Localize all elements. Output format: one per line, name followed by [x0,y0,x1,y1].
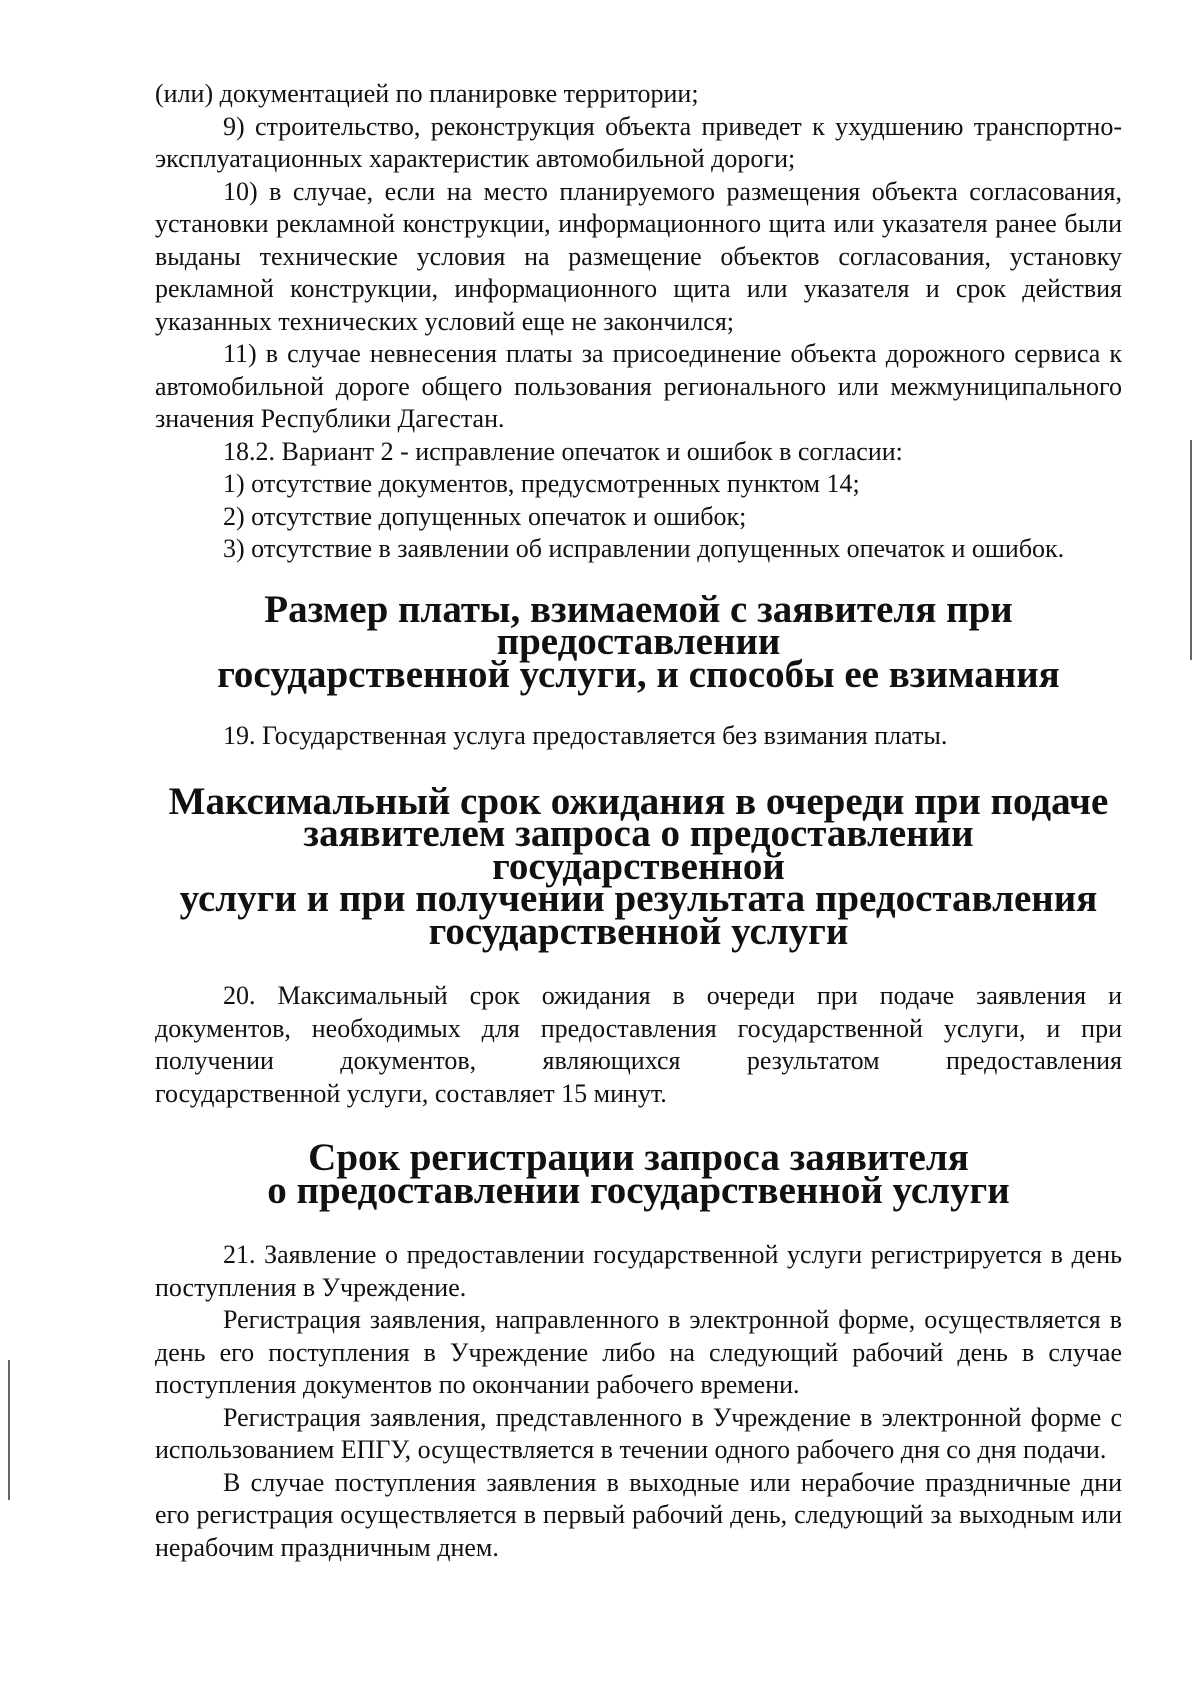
heading-line: Размер платы, взимаемой с заявителя при предоставлении [264,587,1013,663]
list-item-2: 2) отсутствие допущенных опечаток и ошибок; [223,501,747,531]
paragraph-21-electronic: Регистрация заявления, направленного в электронной форме, осуществляется в день его поступления в Учреждение либо на следующий рабочий день в случае поступления документов по окончании рабочего времени. [155,1305,1122,1399]
paragraph-21-holidays: В случае поступления заявления в выходные или нерабочие праздничные дни его регистрация осуществляется в первый рабочий день, следующий за выходным или нерабочим праздничным днем. [155,1467,1122,1562]
paragraph-line: получении документов, являющихся результатом предоставления [155,1046,1122,1075]
section-heading-waiting-time [155,779,1122,953]
scan-edge-mark [8,1360,10,1500]
heading-line: Срок регистрации запроса заявителя [308,1136,969,1179]
heading-line: заявителем запроса о предоставлении государственной [303,812,974,888]
paragraph-item-10: 10) в случае, если на место планируемого размещения объекта согласования, установки рекламной конструкции, информационного щита или указателя ранее были выданы технические условия на размещение объектов согласования, установку рекламной конструкции, информационного щита или указателя и срок действия указанных технических условий еще не закончился; [155,176,1122,336]
paragraph-21-epgu: Регистрация заявления, представленного в Учреждение в электронной форме с использованием ЕПГУ, осуществляется в течении одного рабочего дня со дня подачи. [155,1402,1122,1464]
section-heading-fee [155,587,1122,696]
heading-line: о предоставлении государственной услуги [267,1168,1010,1212]
scan-edge-mark [1190,440,1192,660]
heading-line: государственной услуги, и способы ее взимания [217,652,1060,696]
heading-line: услуги и при получении результата предоставления [179,877,1098,920]
paragraph-continuation: (или) документацией по планировке территории; [155,79,699,108]
paragraph-line: государственной услуги, составляет 15 минут. [155,1078,667,1108]
paragraph-item-11: 11) в случае невнесения платы за присоединение объекта дорожного сервиса к автомобильной дороге общего пользования регионального или межмуниципального значения Республики Дагестан. [155,339,1122,433]
paragraph-20 [155,980,1122,1110]
paragraph-line: 20. Максимальный срок ожидания в очереди при подаче заявления и [223,981,1122,1010]
heading-line: Максимальный срок ожидания в очереди при подаче [168,779,1109,823]
heading-line: государственной услуги [428,909,849,953]
section-heading-registration [155,1136,1122,1212]
paragraph-item-9: 9) строительство, реконструкция объекта приведет к ухудшению транспортно-эксплуатационных характеристик автомобильной дороги; [155,111,1122,173]
document-page [155,78,1122,1564]
paragraph-19: 19. Государственная услуга предоставляется без взимания платы. [223,721,948,750]
list-item-1: 1) отсутствие документов, предусмотренных пунктом 14; [223,469,860,498]
list-item-3: 3) отсутствие в заявлении об исправлении допущенных опечаток и ошибок. [223,534,1065,563]
paragraph-21: 21. Заявление о предоставлении государственной услуги регистрируется в день поступления в Учреждение. [155,1240,1122,1302]
paragraph-18-2: 18.2. Вариант 2 - исправление опечаток и ошибок в согласии: [223,436,903,466]
paragraph-line: документов, необходимых для предоставления государственной услуги, и при [155,1013,1122,1043]
